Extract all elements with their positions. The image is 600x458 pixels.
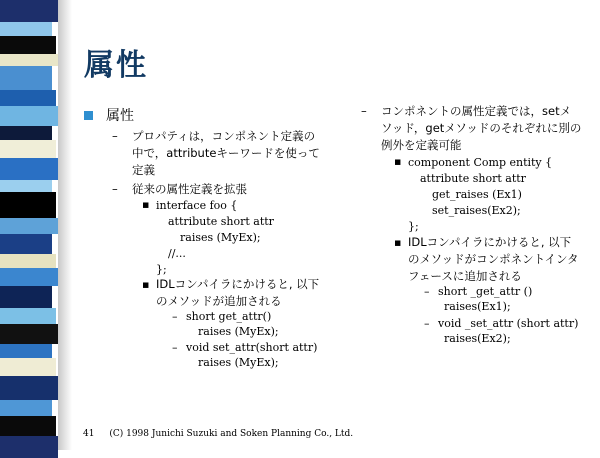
code-line: raises (MyEx); xyxy=(180,231,261,244)
method-line: void set_attr(short attr) xyxy=(186,341,318,354)
page-number: 41 xyxy=(83,429,95,439)
right-item1-line: 例外を定義可能 xyxy=(381,138,462,152)
sub-line: のメソッドがコンポネントインタ xyxy=(408,252,579,266)
sub-line: IDLコンパイラにかけると, 以下 xyxy=(408,235,572,249)
strip-block xyxy=(0,106,58,126)
right-method2 xyxy=(424,316,579,346)
dash-bullet-icon: – xyxy=(424,317,430,330)
code-line: interface foo { xyxy=(156,199,238,212)
code-line: //... xyxy=(168,247,186,260)
code-line: attribute short attr xyxy=(420,172,526,185)
copyright-text: (C) 1998 Junichi Suzuki and Soken Planning Co., Ltd. xyxy=(109,429,354,439)
strip-block xyxy=(0,308,56,324)
strip-block xyxy=(0,54,58,66)
left-item1 xyxy=(112,128,320,179)
right-item1-line: コンポネントの属性定義では，setメ xyxy=(381,104,572,118)
strip-block xyxy=(0,376,58,400)
sub-line: IDLコンパイラにかけると, 以下 xyxy=(156,277,320,291)
strip-block xyxy=(0,254,56,268)
right-code-block xyxy=(394,155,553,235)
strip-block xyxy=(0,286,52,308)
level1-bullet-item xyxy=(106,107,134,125)
method-line: raises(Ex1); xyxy=(444,300,511,313)
strip-block xyxy=(0,324,58,344)
strip-block xyxy=(0,66,52,90)
dash-bullet-icon: – xyxy=(112,182,118,196)
method-line: raises(Ex2); xyxy=(444,332,511,345)
dash-bullet-icon: – xyxy=(172,310,178,323)
dash-bullet-icon: – xyxy=(172,341,178,354)
left-item1-line: プロパティは，コンポネント定義の xyxy=(132,129,316,143)
left-code-block xyxy=(142,198,274,278)
left-item1-line: 中で，attributeキーワードを使って xyxy=(132,146,320,160)
page-title: 属性 xyxy=(84,48,148,83)
footer xyxy=(83,429,353,439)
left-sub-item xyxy=(142,276,320,310)
strip-block xyxy=(0,0,58,22)
left-method1 xyxy=(172,309,279,339)
strip-block xyxy=(0,22,52,36)
right-item1-line: ソッド，getメソッドのそれぞれに別の xyxy=(381,121,582,135)
dash-bullet-icon: – xyxy=(361,104,367,118)
left-method2 xyxy=(172,340,318,370)
method-line: short _get_attr () xyxy=(438,285,533,298)
dot-bullet-icon: ▪ xyxy=(142,198,150,211)
strip-block xyxy=(0,234,52,254)
code-line: }; xyxy=(408,220,419,233)
method-line: short get_attr() xyxy=(186,310,272,323)
strip-block xyxy=(0,416,56,436)
strip-block xyxy=(0,126,52,140)
dash-bullet-icon: – xyxy=(424,285,430,298)
right-item1 xyxy=(361,103,582,154)
strip-block xyxy=(0,400,52,416)
code-line: component Comp entity { xyxy=(408,156,553,169)
strip-block xyxy=(0,90,56,106)
strip-block xyxy=(0,218,58,234)
strip-block xyxy=(0,36,56,54)
method-line: raises (MyEx); xyxy=(198,325,279,338)
left-item1-line: 定義 xyxy=(132,163,155,177)
level1-heading: 属性 xyxy=(106,108,134,124)
strip-block xyxy=(0,192,56,218)
strip-block xyxy=(0,140,56,158)
method-line: void _set_attr (short attr) xyxy=(438,317,579,330)
code-line: set_raises(Ex2); xyxy=(432,204,521,217)
sub-line: のメソッドが追加される xyxy=(156,294,282,308)
dot-bullet-icon: ▪ xyxy=(394,236,402,249)
strip-block xyxy=(0,358,56,376)
strip-block xyxy=(0,268,58,286)
method-line: raises (MyEx); xyxy=(198,356,279,369)
left-item2 xyxy=(112,181,247,198)
code-line: attribute short attr xyxy=(168,215,274,228)
dot-bullet-icon: ▪ xyxy=(142,278,150,291)
decorative-color-strip xyxy=(0,0,58,450)
dash-bullet-icon: – xyxy=(112,129,118,143)
right-method1 xyxy=(424,284,533,314)
right-sub-item xyxy=(394,234,579,285)
strip-block xyxy=(0,436,58,458)
strip-block xyxy=(0,180,52,192)
dot-bullet-icon: ▪ xyxy=(394,155,402,168)
code-line: }; xyxy=(156,263,167,276)
strip-block xyxy=(0,344,52,358)
square-bullet-icon xyxy=(84,111,93,120)
left-item2-heading: 従来の属性定義を拡張 xyxy=(132,182,247,196)
code-line: get_raises (Ex1) xyxy=(432,188,522,201)
strip-block xyxy=(0,158,58,180)
strip-shadow xyxy=(58,0,72,450)
sub-line: フェースに追加される xyxy=(408,269,522,283)
